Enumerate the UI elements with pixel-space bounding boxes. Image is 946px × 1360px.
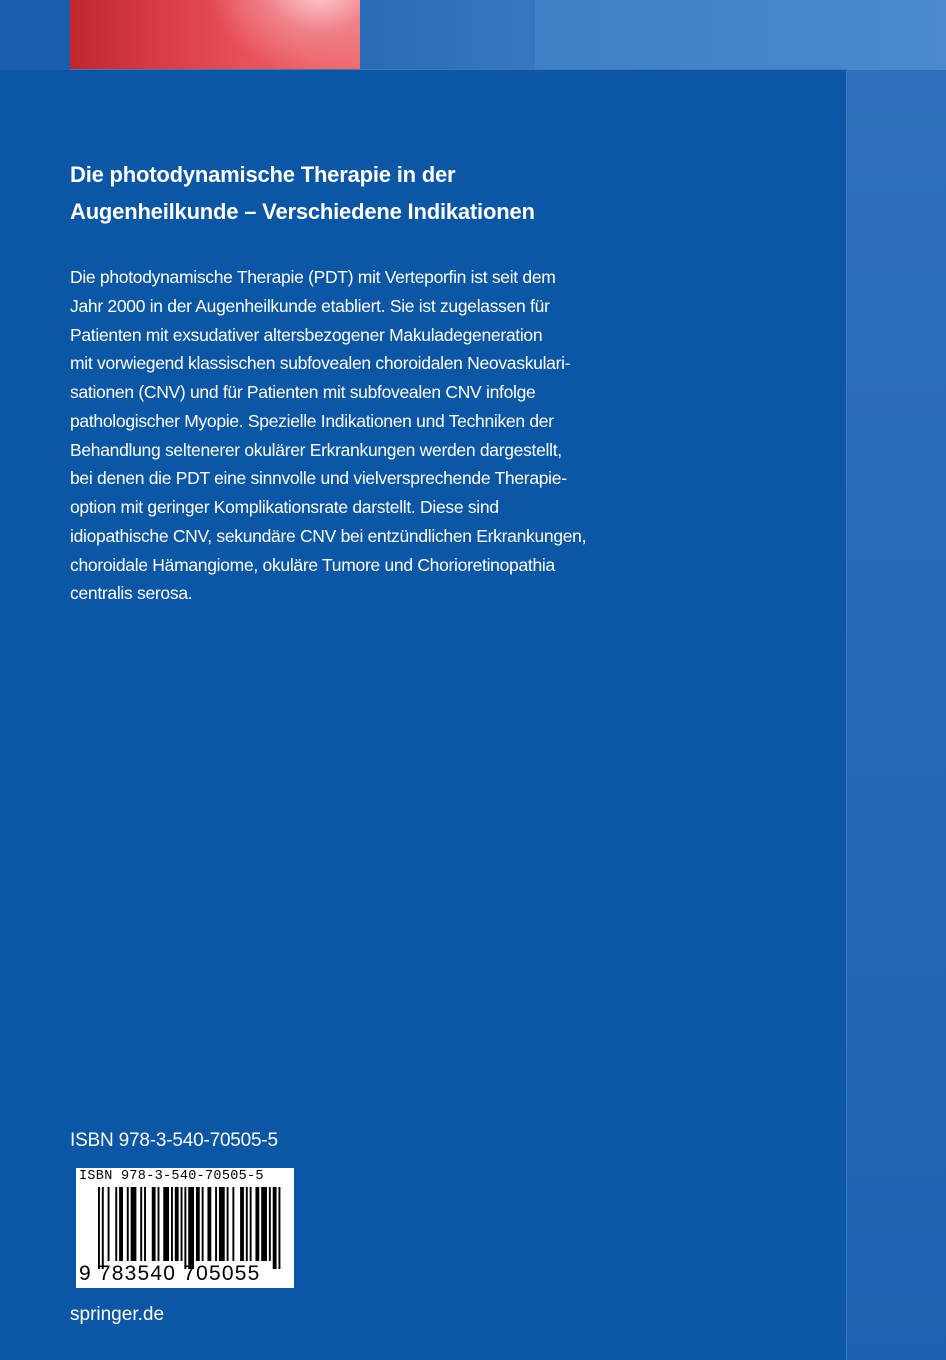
cover-photo-strip [70, 0, 360, 70]
barcode-bar [269, 1187, 271, 1261]
barcode-bar [227, 1187, 229, 1261]
barcode-bar [188, 1187, 194, 1269]
barcode-bar [98, 1187, 100, 1269]
barcode-bar [184, 1187, 186, 1269]
barcode-bar [144, 1187, 146, 1261]
description-line: Die photodynamische Therapie (PDT) mit Verteporfin ist seit dem [70, 267, 556, 287]
barcode-bar [115, 1187, 117, 1261]
barcode-bar [158, 1187, 160, 1261]
barcode-bars [76, 1187, 294, 1269]
barcode-bar [140, 1187, 142, 1261]
description-line: Behandlung seltenerer okulärer Erkrankungen werden dargestellt, [70, 439, 562, 460]
barcode-bar [152, 1187, 156, 1261]
book-title-line: Die photodynamische Therapie in der [70, 162, 456, 187]
barcode-bar [215, 1187, 217, 1261]
book-title-line: Augenheilkunde – Verschiedene Indikationen [70, 199, 535, 224]
barcode-top-text: ISBN 978-3-540-70505-5 [79, 1169, 264, 1184]
barcode-bar [261, 1187, 267, 1261]
barcode-bar [250, 1187, 252, 1261]
description-line: pathologischer Myopie. Spezielle Indikationen und Techniken der [70, 410, 554, 431]
cover-right-strip [847, 70, 946, 1360]
barcode-bar [278, 1187, 280, 1269]
barcode-bar [102, 1187, 104, 1269]
cover-top-right-block [535, 0, 946, 70]
description-line: choroidale Hämangiome, okuläre Tumore und Chorioretinopathia [70, 554, 555, 575]
description-line: centralis serosa. [70, 583, 193, 604]
isbn-label: ISBN 978-3-540-70505-5 [70, 1130, 278, 1151]
barcode-bar [255, 1187, 259, 1261]
barcode-bar [171, 1187, 173, 1261]
barcode-bar [202, 1187, 204, 1261]
barcode-bar [163, 1187, 169, 1261]
publisher-website: springer.de [70, 1304, 165, 1325]
barcode-bar [175, 1187, 179, 1261]
barcode-bar [240, 1187, 244, 1261]
isbn-barcode [76, 1168, 294, 1288]
barcode-bar [119, 1187, 123, 1261]
description-line: mit vorwiegend klassischen subfovealen choroidalen Neovaskulari- [70, 353, 571, 374]
barcode-bar [246, 1187, 248, 1261]
description-line: sationen (CNV) und für Patienten mit subfovealen CNV infolge [70, 382, 536, 402]
barcode-bar [273, 1187, 277, 1269]
description-line: bei denen die PDT eine sinnvolle und vielversprechende Therapie- [70, 468, 567, 489]
barcode-bottom-text: 9 783540 705055 [79, 1262, 261, 1285]
barcode-bar [196, 1187, 200, 1261]
barcode-bar [181, 1187, 183, 1261]
book-title [70, 156, 630, 230]
barcode-bar [207, 1187, 211, 1261]
barcode-bar [131, 1187, 137, 1261]
description-line: Jahr 2000 in der Augenheilkunde etabliert. Sie ist zugelassen für [70, 295, 550, 316]
description-line: Patienten mit exsudativer altersbezogener Makuladegeneration [70, 324, 543, 345]
barcode-bar [232, 1187, 234, 1261]
book-description [70, 263, 630, 608]
description-line: idiopathische CNV, sekundäre CNV bei entzündlichen Erkrankungen, [70, 525, 587, 546]
cover-top-mid-block [360, 0, 535, 70]
barcode-bar [127, 1187, 129, 1261]
barcode-bar [108, 1187, 110, 1261]
cover-top-left-block [0, 0, 70, 70]
barcode-bar [219, 1187, 225, 1261]
description-line: option mit geringer Komplikationsrate darstellt. Diese sind [70, 497, 499, 517]
